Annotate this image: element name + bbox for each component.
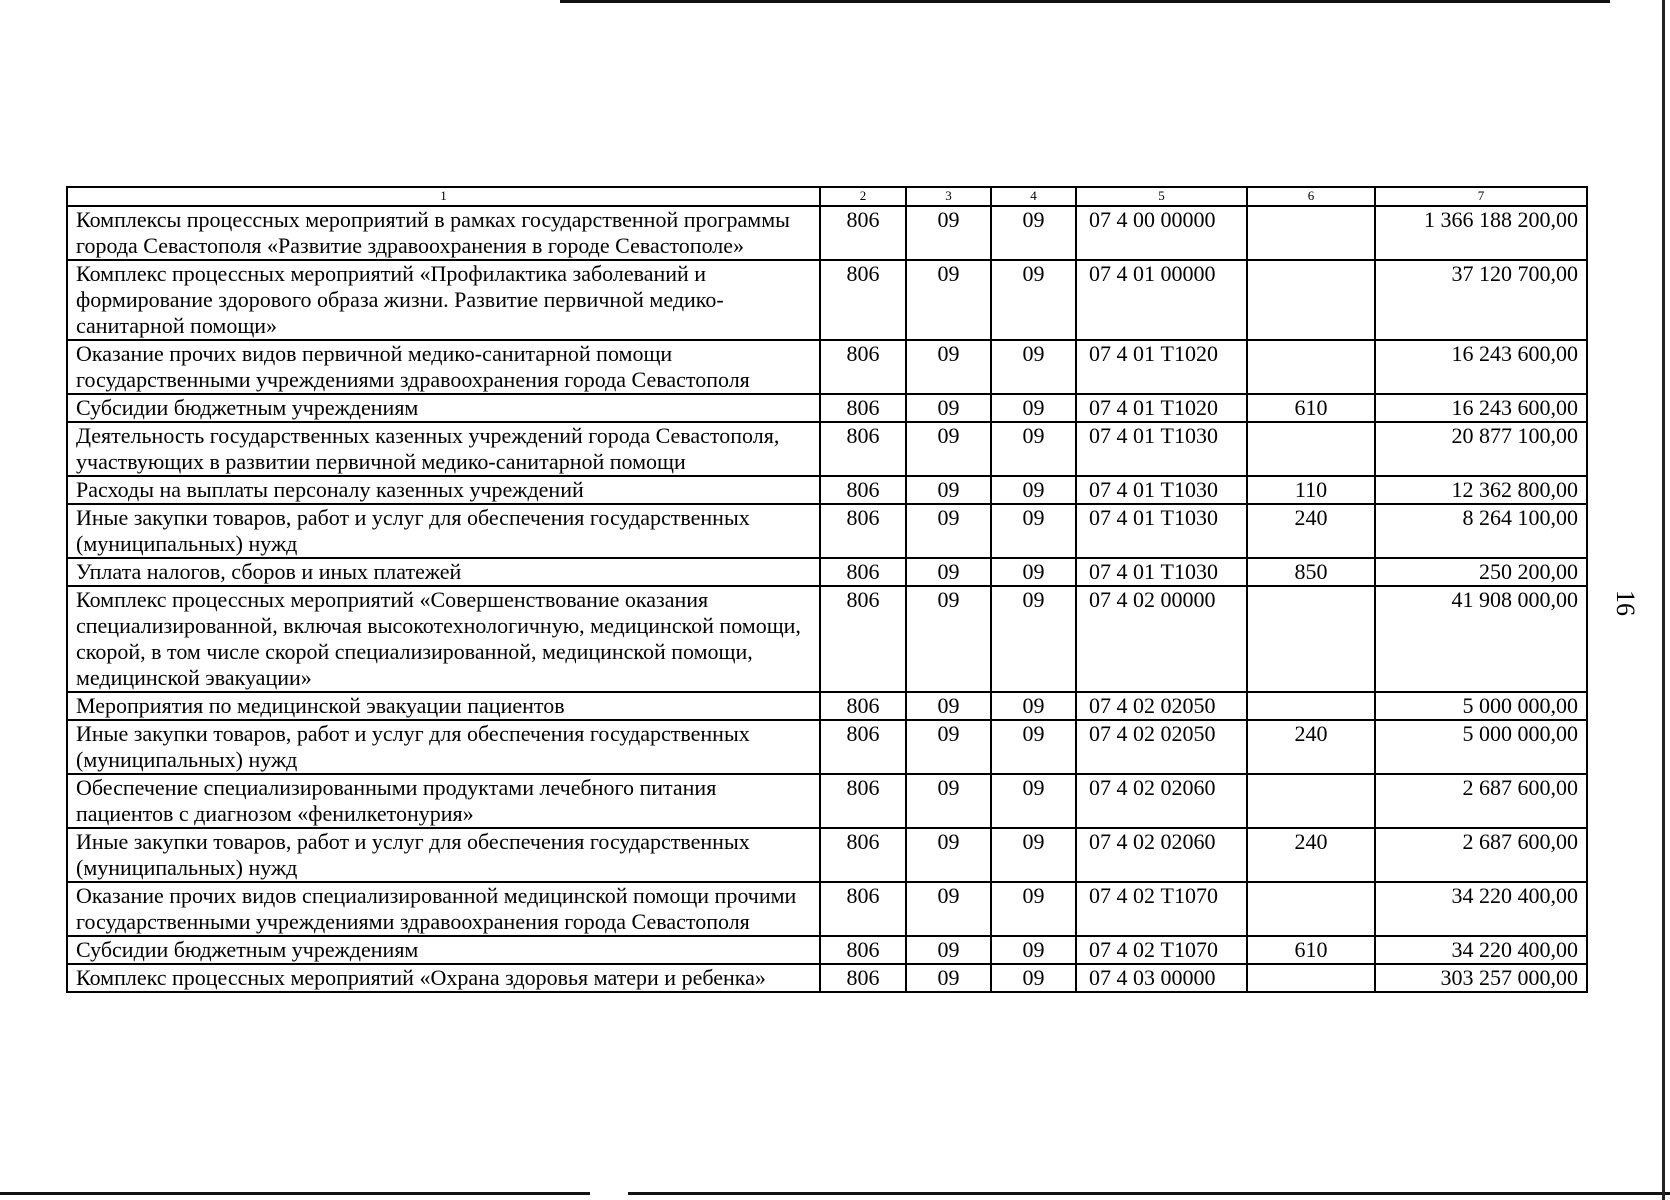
table-row bbox=[67, 558, 1587, 586]
target-article-cell: 07 4 00 00000 bbox=[1076, 206, 1247, 260]
department-code-cell: 806 bbox=[820, 774, 906, 828]
target-article-cell: 07 4 01 Т1030 bbox=[1076, 504, 1247, 558]
column-number: 3 bbox=[906, 187, 991, 206]
amount-cell: 1 366 188 200,00 bbox=[1375, 206, 1587, 260]
department-code-cell: 806 bbox=[820, 340, 906, 394]
expense-name-cell: Комплекс процессных мероприятий «Совершенствование оказания специализированной, включая высокотехнологичную, медицинской помощи, скорой, в том числе скорой специализированной, медицинской помощи, медицинской эвакуации» bbox=[67, 586, 820, 692]
subsection-code-cell: 09 bbox=[991, 720, 1076, 774]
table-row bbox=[67, 206, 1587, 260]
column-number: 5 bbox=[1076, 187, 1247, 206]
subsection-code-cell: 09 bbox=[991, 558, 1076, 586]
expense-name-cell: Иные закупки товаров, работ и услуг для обеспечения государственных (муниципальных) нужд bbox=[67, 504, 820, 558]
expense-name-cell: Субсидии бюджетным учреждениям bbox=[67, 936, 820, 964]
section-code-cell: 09 bbox=[906, 394, 991, 422]
amount-cell: 2 687 600,00 bbox=[1375, 774, 1587, 828]
amount-cell: 37 120 700,00 bbox=[1375, 260, 1587, 340]
section-code-cell: 09 bbox=[906, 692, 991, 720]
column-number: 4 bbox=[991, 187, 1076, 206]
scan-line-bottom-left bbox=[0, 1192, 590, 1195]
table-row bbox=[67, 882, 1587, 936]
target-article-cell: 07 4 02 Т1070 bbox=[1076, 882, 1247, 936]
expense-name-cell: Мероприятия по медицинской эвакуации пациентов bbox=[67, 692, 820, 720]
subsection-code-cell: 09 bbox=[991, 260, 1076, 340]
department-code-cell: 806 bbox=[820, 936, 906, 964]
section-code-cell: 09 bbox=[906, 964, 991, 992]
section-code-cell: 09 bbox=[906, 936, 991, 964]
amount-cell: 12 362 800,00 bbox=[1375, 476, 1587, 504]
subsection-code-cell: 09 bbox=[991, 774, 1076, 828]
table-row bbox=[67, 586, 1587, 692]
expense-name-cell: Расходы на выплаты персоналу казенных учреждений bbox=[67, 476, 820, 504]
target-article-cell: 07 4 01 Т1020 bbox=[1076, 394, 1247, 422]
table-row bbox=[67, 692, 1587, 720]
table-row bbox=[67, 720, 1587, 774]
target-article-cell: 07 4 02 02050 bbox=[1076, 720, 1247, 774]
target-article-cell: 07 4 02 Т1070 bbox=[1076, 936, 1247, 964]
expense-type-cell: 610 bbox=[1247, 936, 1375, 964]
expense-name-cell: Оказание прочих видов специализированной медицинской помощи прочими государственными учреждениями здравоохранения города Севастополя bbox=[67, 882, 820, 936]
amount-cell: 41 908 000,00 bbox=[1375, 586, 1587, 692]
subsection-code-cell: 09 bbox=[991, 882, 1076, 936]
expense-type-cell bbox=[1247, 206, 1375, 260]
section-code-cell: 09 bbox=[906, 206, 991, 260]
subsection-code-cell: 09 bbox=[991, 206, 1076, 260]
section-code-cell: 09 bbox=[906, 882, 991, 936]
expense-type-cell bbox=[1247, 422, 1375, 476]
expense-type-cell bbox=[1247, 882, 1375, 936]
amount-cell: 250 200,00 bbox=[1375, 558, 1587, 586]
amount-cell: 20 877 100,00 bbox=[1375, 422, 1587, 476]
expense-type-cell: 610 bbox=[1247, 394, 1375, 422]
table-row bbox=[67, 422, 1587, 476]
scan-line-bottom-right bbox=[628, 1192, 1670, 1195]
department-code-cell: 806 bbox=[820, 394, 906, 422]
subsection-code-cell: 09 bbox=[991, 692, 1076, 720]
target-article-cell: 07 4 01 Т1030 bbox=[1076, 476, 1247, 504]
department-code-cell: 806 bbox=[820, 692, 906, 720]
expense-type-cell bbox=[1247, 586, 1375, 692]
department-code-cell: 806 bbox=[820, 206, 906, 260]
subsection-code-cell: 09 bbox=[991, 964, 1076, 992]
subsection-code-cell: 09 bbox=[991, 422, 1076, 476]
amount-cell: 8 264 100,00 bbox=[1375, 504, 1587, 558]
table-row bbox=[67, 340, 1587, 394]
column-number: 7 bbox=[1375, 187, 1587, 206]
department-code-cell: 806 bbox=[820, 720, 906, 774]
section-code-cell: 09 bbox=[906, 422, 991, 476]
target-article-cell: 07 4 01 Т1030 bbox=[1076, 422, 1247, 476]
department-code-cell: 806 bbox=[820, 586, 906, 692]
amount-cell: 5 000 000,00 bbox=[1375, 692, 1587, 720]
department-code-cell: 806 bbox=[820, 828, 906, 882]
scan-edge-right bbox=[1662, 0, 1665, 1200]
target-article-cell: 07 4 02 02060 bbox=[1076, 774, 1247, 828]
budget-table bbox=[66, 186, 1588, 993]
department-code-cell: 806 bbox=[820, 476, 906, 504]
column-number: 2 bbox=[820, 187, 906, 206]
table-row bbox=[67, 828, 1587, 882]
table-row bbox=[67, 774, 1587, 828]
target-article-cell: 07 4 03 00000 bbox=[1076, 964, 1247, 992]
target-article-cell: 07 4 02 02050 bbox=[1076, 692, 1247, 720]
expense-name-cell: Оказание прочих видов первичной медико-санитарной помощи государственными учреждениями здравоохранения города Севастополя bbox=[67, 340, 820, 394]
subsection-code-cell: 09 bbox=[991, 828, 1076, 882]
table-row bbox=[67, 394, 1587, 422]
table-row bbox=[67, 260, 1587, 340]
section-code-cell: 09 bbox=[906, 476, 991, 504]
amount-cell: 303 257 000,00 bbox=[1375, 964, 1587, 992]
target-article-cell: 07 4 01 00000 bbox=[1076, 260, 1247, 340]
section-code-cell: 09 bbox=[906, 774, 991, 828]
section-code-cell: 09 bbox=[906, 340, 991, 394]
amount-cell: 34 220 400,00 bbox=[1375, 882, 1587, 936]
target-article-cell: 07 4 01 Т1020 bbox=[1076, 340, 1247, 394]
section-code-cell: 09 bbox=[906, 558, 991, 586]
expense-name-cell: Уплата налогов, сборов и иных платежей bbox=[67, 558, 820, 586]
expense-type-cell bbox=[1247, 692, 1375, 720]
subsection-code-cell: 09 bbox=[991, 394, 1076, 422]
department-code-cell: 806 bbox=[820, 504, 906, 558]
amount-cell: 5 000 000,00 bbox=[1375, 720, 1587, 774]
expense-name-cell: Комплекс процессных мероприятий «Охрана здоровья матери и ребенка» bbox=[67, 964, 820, 992]
department-code-cell: 806 bbox=[820, 558, 906, 586]
table-row bbox=[67, 964, 1587, 992]
expense-name-cell: Иные закупки товаров, работ и услуг для обеспечения государственных (муниципальных) нужд bbox=[67, 828, 820, 882]
table-row bbox=[67, 504, 1587, 558]
subsection-code-cell: 09 bbox=[991, 476, 1076, 504]
expense-name-cell: Обеспечение специализированными продуктами лечебного питания пациентов с диагнозом «фенилкетонурия» bbox=[67, 774, 820, 828]
expense-type-cell bbox=[1247, 774, 1375, 828]
amount-cell: 16 243 600,00 bbox=[1375, 340, 1587, 394]
section-code-cell: 09 bbox=[906, 504, 991, 558]
table-row bbox=[67, 936, 1587, 964]
expense-name-cell: Иные закупки товаров, работ и услуг для обеспечения государственных (муниципальных) нужд bbox=[67, 720, 820, 774]
column-number: 6 bbox=[1247, 187, 1375, 206]
column-number: 1 bbox=[67, 187, 820, 206]
table-row bbox=[67, 476, 1587, 504]
scan-line-top bbox=[560, 0, 1610, 3]
expense-type-cell: 240 bbox=[1247, 720, 1375, 774]
department-code-cell: 806 bbox=[820, 964, 906, 992]
column-number-row bbox=[67, 187, 1587, 206]
expense-type-cell bbox=[1247, 964, 1375, 992]
expense-type-cell bbox=[1247, 340, 1375, 394]
expense-type-cell: 110 bbox=[1247, 476, 1375, 504]
section-code-cell: 09 bbox=[906, 720, 991, 774]
department-code-cell: 806 bbox=[820, 260, 906, 340]
section-code-cell: 09 bbox=[906, 260, 991, 340]
expense-name-cell: Деятельность государственных казенных учреждений города Севастополя, участвующих в развитии первичной медико-санитарной помощи bbox=[67, 422, 820, 476]
section-code-cell: 09 bbox=[906, 586, 991, 692]
expense-name-cell: Комплексы процессных мероприятий в рамках государственной программы города Севастополя «Развитие здравоохранения в городе Севастополе» bbox=[67, 206, 820, 260]
expense-name-cell: Субсидии бюджетным учреждениям bbox=[67, 394, 820, 422]
table-body bbox=[67, 187, 1587, 992]
department-code-cell: 806 bbox=[820, 422, 906, 476]
expense-type-cell: 850 bbox=[1247, 558, 1375, 586]
subsection-code-cell: 09 bbox=[991, 340, 1076, 394]
expense-type-cell: 240 bbox=[1247, 504, 1375, 558]
expense-type-cell bbox=[1247, 260, 1375, 340]
subsection-code-cell: 09 bbox=[991, 936, 1076, 964]
target-article-cell: 07 4 01 Т1030 bbox=[1076, 558, 1247, 586]
expense-type-cell: 240 bbox=[1247, 828, 1375, 882]
amount-cell: 2 687 600,00 bbox=[1375, 828, 1587, 882]
department-code-cell: 806 bbox=[820, 882, 906, 936]
target-article-cell: 07 4 02 00000 bbox=[1076, 586, 1247, 692]
section-code-cell: 09 bbox=[906, 828, 991, 882]
subsection-code-cell: 09 bbox=[991, 586, 1076, 692]
page-number: 16 bbox=[1611, 590, 1640, 616]
subsection-code-cell: 09 bbox=[991, 504, 1076, 558]
amount-cell: 16 243 600,00 bbox=[1375, 394, 1587, 422]
amount-cell: 34 220 400,00 bbox=[1375, 936, 1587, 964]
expense-name-cell: Комплекс процессных мероприятий «Профилактика заболеваний и формирование здорового образа жизни. Развитие первичной медико-санитарной помощи» bbox=[67, 260, 820, 340]
target-article-cell: 07 4 02 02060 bbox=[1076, 828, 1247, 882]
